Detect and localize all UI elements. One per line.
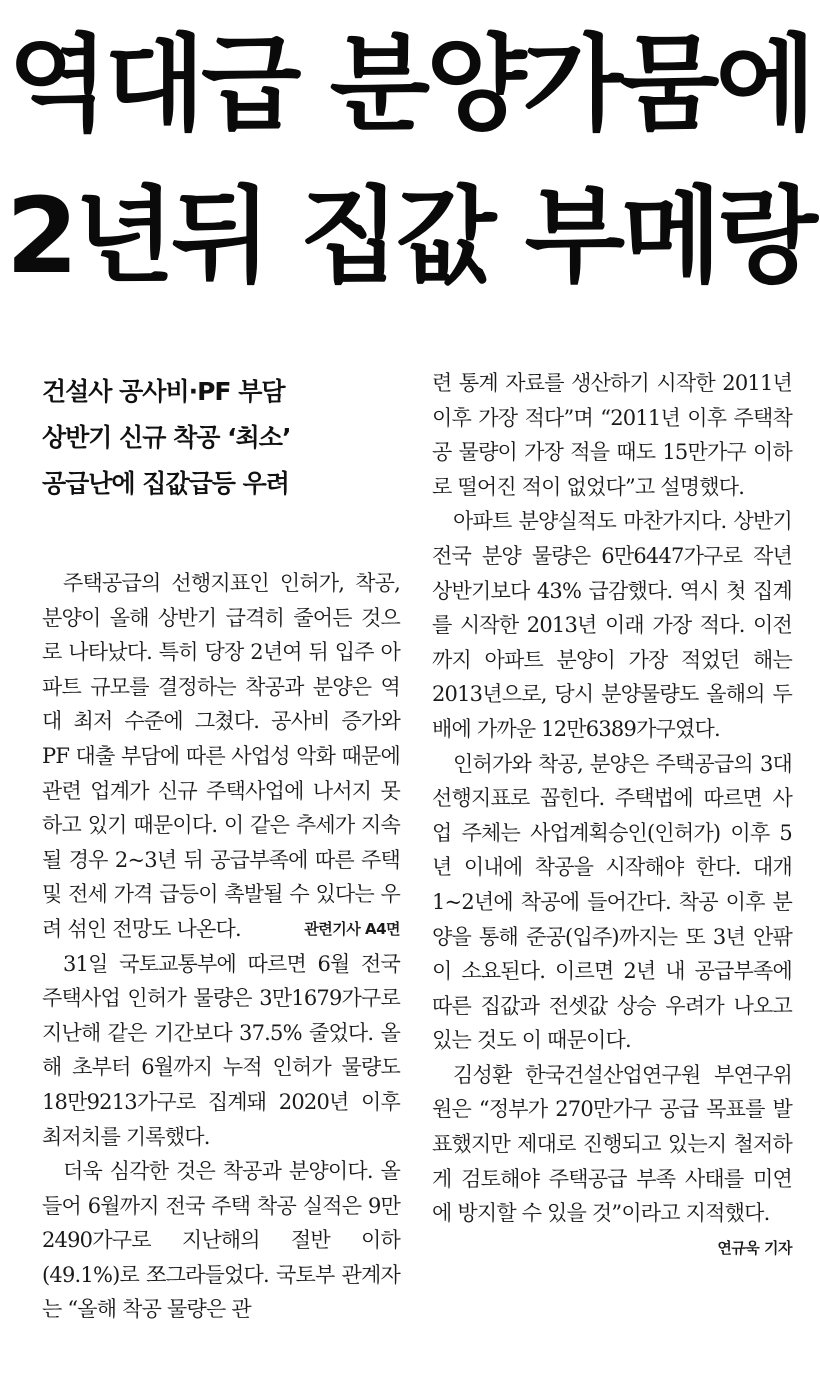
paragraph-4: 아파트 분양실적도 마찬가지다. 상반기 전국 분양 물량은 6만6447가구로 작년 상반기보다 43% 급감했다. 역시 첫 집계를 시작한 2013년 이래 가장 적다. 이전까지 아파트 분양이 가장 적었던 해는 2013년으로, 당시 분양물량도 올해의 두 배에 가까운 12만6389가구였다. — [432, 509, 792, 741]
paragraph-6-text: 김성환 한국건설산업연구원 부연구위원은 “정부가 270만가구 공급 목표를 발표했지만 제대로 진행되고 있는지 철저하게 검토해야 주택공급 부족 사태를 미연에 방지할 수 있을 것”이라고 지적했다. — [432, 1062, 792, 1226]
paragraph-5: 인허가와 착공, 분양은 주택공급의 3대 선행지표로 꼽힌다. 주택법에 따르면 사업 주체는 사업계획승인(인허가) 이후 5년 이내에 착공을 시작해야 한다. 대개 1~2년에 착공에 들어간다. 착공 이후 분양을 통해 준공(입주)까지는 또 3년 안팎이 소요된다. 이르면 2년 내 공급부족에 따른 집값과 전셋값 상승 우려가 나오고 있는 것도 이 때문이다. — [432, 751, 792, 1053]
paragraph-2: 31일 국토교통부에 따르면 6월 전국 주택사업 인허가 물량은 3만1679가구로 지난해 같은 기간보다 37.5% 줄었다. 올해 초부터 6월까지 누적 인허가 물량도 18만9213가구로 집계돼 2020년 이후 최저치를 기록했다. — [42, 951, 400, 1149]
subheadline — [42, 369, 402, 507]
paragraph-1 — [42, 566, 400, 947]
subheadline-line-1: 건설사 공사비·PF 부담 — [42, 377, 285, 406]
paragraph-3-start: 더욱 심각한 것은 착공과 분양이다. 올 들어 6월까지 전국 주택 착공 실적은 9만2490가구로 지난해의 절반 이하(49.1%)로 쪼그라들었다. 국토부 관계자는 “올해 착공 물량은 관 — [42, 1159, 400, 1322]
paragraph-6 — [432, 1058, 792, 1257]
headline-line-1: 역대급 분양가뭄에 — [8, 23, 812, 145]
paragraph-1-text: 주택공급의 선행지표인 인허가, 착공, 분양이 올해 상반기 급격히 줄어든 것으로 나타났다. 특히 당장 2년여 뒤 입주 아파트 규모를 결정하는 착공과 분양은 역대 최저 수준에 그쳤다. 공사비 증가와 PF 대출 부담에 따른 사업성 악화 때문에 관련 업계가 신규 주택사업에 나서지 못하고 있기 때문이다. 이 같은 추세가 지속될 경우 2~3년 뒤 공급부족에 따른 주택 및 전세 가격 급등이 촉발될 수 있다는 우려 섞인 전망도 나온다. — [42, 571, 400, 941]
article-column-right — [432, 366, 792, 1265]
byline: 연규욱 기자 — [717, 1238, 792, 1257]
paragraph-3-continued: 련 통계 자료를 생산하기 시작한 2011년 이후 가장 적다”며 “2011년 이후 주택착공 물량이 가장 적을 때도 15만가구 이하로 떨어진 적이 없었다”고 설명했다. — [432, 371, 792, 499]
headline-line-2: 2년뒤 집값 부메랑 — [5, 175, 815, 297]
subheadline-line-3: 공급난에 집값급등 우려 — [42, 469, 289, 498]
related-article-link[interactable]: 관련기사 A4면 — [304, 919, 400, 938]
subheadline-line-2: 상반기 신규 착공 ‘최소’ — [42, 423, 291, 452]
article-column-left — [42, 566, 400, 1327]
